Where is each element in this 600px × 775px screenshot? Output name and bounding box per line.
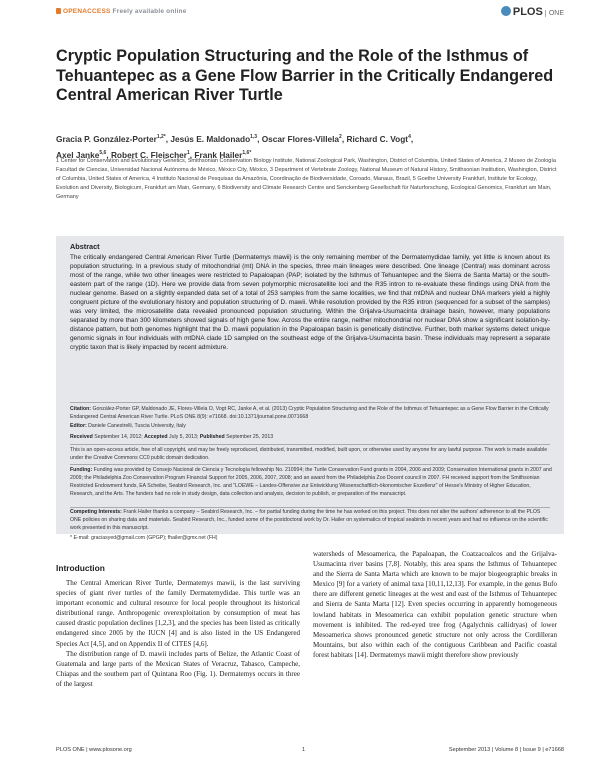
abstract-text: The critically endangered Central American River Turtle (Dermatemys mawii) is the only remaining member of the Dermatemydidae family, yet little is known about its population structuring. In a previous study of mitochondrial (mt) DNA in the species, three main lineages were described. One lineage (Central) was dominant across most of the range, while two other lineages were restricted to Papaloapan (PAP; isolated by the Isthmus of Tehuantepec and the Sierra de Santa Marta) or the south-eastern part of the range (1D). Here we provide data from seven polymorphic microsatellite loci and the R35 intron to re-evaluate these findings using DNA from the nuclear genome. Based on a slightly expanded data set of a total of 253 samples from the same localities, we find that mtDNA and nuclear DNA markers yield a highly congruent picture of the evolutionary history and population structuring of D. mawii. While resolution provided by the R35 intron (sequenced for a subset of the samples) was very limited, the microsatellite data revealed pronounced population structuring. Within the Grijalva-Usumacinta drainage basin, however, many populations separated by more than 300 kilometers showed signals of high gene flow. Across the entire range, neither mitochondrial nor nuclear DNA show a significant isolation-by-distance pattern, but both genomes highlight that the D. mawii population in the Papaloapan basin is genetically distinctive. Further, both marker systems detect unique genomic signals in four individuals with mtDNA clade 1D sampled on the southeast edge of the Grijalva-Usumacinta basin. These individuals may represent a separate cryptic taxon that is likely impacted by recent admixture.	[70, 254, 550, 351]
author-name: Richard C. Vogt	[346, 133, 409, 144]
author-name: Axel Janke	[56, 149, 100, 160]
author-name: Jesús E. Maldonado	[170, 133, 251, 144]
abstract-heading: Abstract	[70, 242, 100, 251]
citation-text: González-Porter GP, Maldonado JE, Flores-Villela O, Vogt RC, Janke A, et al. (2013) Cryptic Population Structuring and the Role of the Isthmus of Tehuantepec as a Gene Flow Barrier in the Critically Endangered Central American River Turtle. PLoS ONE 8(9): e71668. doi:10.1371/journal.pone.0071668	[70, 406, 549, 420]
plos-logo-icon	[501, 6, 511, 16]
divider	[70, 464, 550, 465]
footer-issue: September 2013 | Volume 8 | Issue 9 | e71668	[448, 747, 564, 753]
paragraph: watersheds of Mesoamerica, the Papaloapan, the Coatzacoalcos and the Grijalva-Usumacinta river basins [7,8]. Notably, this area spans the Isthmus of Tehuantepec and the Sierra de Santa Marta which are known to be major biogeographic breaks in Mexico [9] for a variety of animal taxa [10,11,12,13]. For example, in the genus Bufo there are different genetic lineages at the west and east of the Isthmus of Tehuantepec and Sierra de Santa Marta [12]. Even species occurring in apparently homogeneous lowland habitats in Mesoamerica can exhibit population genetic structure when movement is inhibited. The red-eyed tree frog (Agalychnis callidryas) of lower Mesoamerica shows pronounced genetic structure not only across the Cordilleran Mountains, but also within each of the contiguous Caribbean and Pacific coastal forest habitats [14]. Dermatemys mawii might therefore show previously	[313, 550, 557, 659]
competing-interests	[70, 509, 552, 533]
logo-text: PLOS	[512, 6, 543, 18]
competing-text: Frank Hailer thanks a company – Seabird Research, Inc. – for partial funding during the time he has worked on this project. This does not alter the authors' adherence to all the PLOS ONE policies on sharing data and materials. Seabird Research, Inc., funded some of the postdoctoral work by Dr. Hailer on systematics of tropical seabirds in recent years and had no influence on the scientific work presented in this manuscript.	[70, 509, 548, 531]
page-number: 1	[302, 747, 306, 753]
dates	[70, 434, 552, 442]
author-name: Gracia P. González-Porter	[56, 133, 157, 144]
logo-suffix: ONE	[545, 10, 564, 17]
author-affil: 1	[187, 149, 190, 156]
open-access-lock-icon	[56, 8, 61, 14]
article-title: Cryptic Population Structuring and the Role of the Isthmus of Tehuantepec as a Gene Flow Barrier in the Critically Endangered Central American River Turtle	[56, 47, 554, 105]
author-affil: 1,6*	[242, 149, 252, 156]
affiliations: 1 Center for Conservation and Evolutionary Genetics, Smithsonian Conservation Biology Institute, National Zoological Park, Washington, District of Columbia, United States of America, 2 Museo de Zoología Facultad de Ciencias, Universidad Nacional Autónoma de México, México City, México, 3 Department of Vertebrate Zoology, National Museum of Natural History, Smithsonian Institution, Washington, District of Columbia, United States of America, 4 Instituto Nacional de Pesquisas da Amazônia, Coordinação de Biodiversidade, Coroado, Manaus, Brazil, 5 Goethe University Frankfurt, Institute for Ecology, Evolution and Diversity, Biologicum, Frankfurt am Main, Germany, 6 Biodiversity and Climate Research Centre and Senckenberg Gesellschaft für Naturforschung, Ecological Genomics, Frankfurt am Main, Germany	[56, 158, 557, 201]
plos-one-logo	[501, 6, 564, 18]
accepted-label: Accepted	[144, 434, 168, 440]
right-column	[313, 549, 557, 660]
funding-label: Funding:	[70, 467, 93, 473]
open-label: OPEN	[63, 8, 83, 15]
divider	[70, 507, 550, 508]
accepted-date: July 5, 2013;	[168, 434, 199, 440]
author-name: Robert C. Fleischer	[110, 149, 188, 160]
paragraph: The Central American River Turtle, Dermatemys mawii, is the last surviving species of giant river turtles of the family Dermatemydidae. This turtle was an important economic and cultural resource for local people throughout its historical distributional range. Anthropogenic overexploitation by consumption of meat has caused drastic population declines [1,2,3], and the species has been listed as critically endangered since 2005 by the IUCN [4] and is also listed in the US Endangered Species Act [4,5], and on Appendix II of CITES [4,6].	[56, 579, 300, 648]
author-affil: 2	[339, 134, 342, 140]
editor	[70, 423, 552, 431]
author-affil: 1,3	[250, 134, 258, 140]
divider	[70, 402, 550, 403]
freely-available-label: Freely available online	[112, 8, 187, 15]
left-column	[56, 578, 300, 689]
open-access-badge	[56, 8, 187, 15]
author-affil: 1,2*	[156, 134, 166, 140]
author-name: Frank Hailer	[194, 149, 243, 160]
paragraph: The distribution range of D. mawii includes parts of Belize, the Atlantic Coast of Guatemala and large parts of the Mexican States of Veracruz, Tabasco, Campeche, Chiapas and the southern part of Quintana Roo (Fig. 1). Dermatemys occurs in three of the largest	[56, 649, 300, 688]
journal-header	[56, 8, 564, 22]
editor-text: Daniele Canestrelli, Tuscia University, Italy	[88, 423, 186, 429]
published-date: September 25, 2013	[226, 434, 274, 440]
received-date: September 14, 2012;	[94, 434, 143, 440]
author-affil: 5,6	[99, 149, 107, 156]
citation	[70, 406, 552, 422]
email: * E-mail: graciasyed@gmail.com (GPGP); fhailer@gmx.net (FH)	[70, 535, 218, 541]
access-label: ACCESS	[82, 8, 111, 15]
competing-label: Competing Interests:	[70, 509, 122, 515]
author-affil: 4	[408, 134, 411, 140]
citation-label: Citation:	[70, 406, 92, 412]
copyright: This is an open-access article, free of all copyright, and may be freely reproduced, distributed, transmitted, modified, built upon, or otherwise used by anyone for any lawful purpose. The work is made available under the Creative Commons CC0 public domain dedication.	[70, 447, 548, 461]
funding	[70, 467, 552, 499]
author-name: Oscar Flores-Villela	[261, 133, 340, 144]
received-label: Received	[70, 434, 93, 440]
introduction-heading: Introduction	[56, 563, 105, 573]
editor-label: Editor:	[70, 423, 87, 429]
divider	[70, 444, 550, 445]
published-label: Published	[199, 434, 225, 440]
author-list: Gracia P. González-Porter$^{1,2*}$, Jesús E. Maldonado$^{1,3}$, Oscar Flores-Villela$^2$, Richard C. Vogt$^4$, Axel Janke$^{5,6}$, Robert C. Fleischer$^1$, Frank Hailer$^{1,6*}$	[56, 133, 414, 160]
footer-journal: PLOS ONE | www.plosone.org	[56, 747, 132, 753]
funding-text: Funding was provided by Consejo Nacional de Ciencia y Tecnología fellowship No. 210994; the Turtle Conservation Fund grants in 2004, 2006 and 2009; Conservation International grants in 2007 and 2009; the Philadelphia Zoo Conservation Program Financial Support for 2005, 2006, 2007, 2008; and an award from the Philadelphia Zoo Docent council in 2007. FH received support from the Smithsonian Restricted Endowment funds, EA Scheibe, Seabird Research, Inc. and "LOEWE – Landes-Offensive zur Entwicklung Wissenschaftlich-ökonomischer Exzellenz" of Hesse's Ministry of Higher Education, Research, and the Arts. The funders had no role in study design, data collection and analysis, decision to publish, or preparation of the manuscript.	[70, 467, 552, 497]
